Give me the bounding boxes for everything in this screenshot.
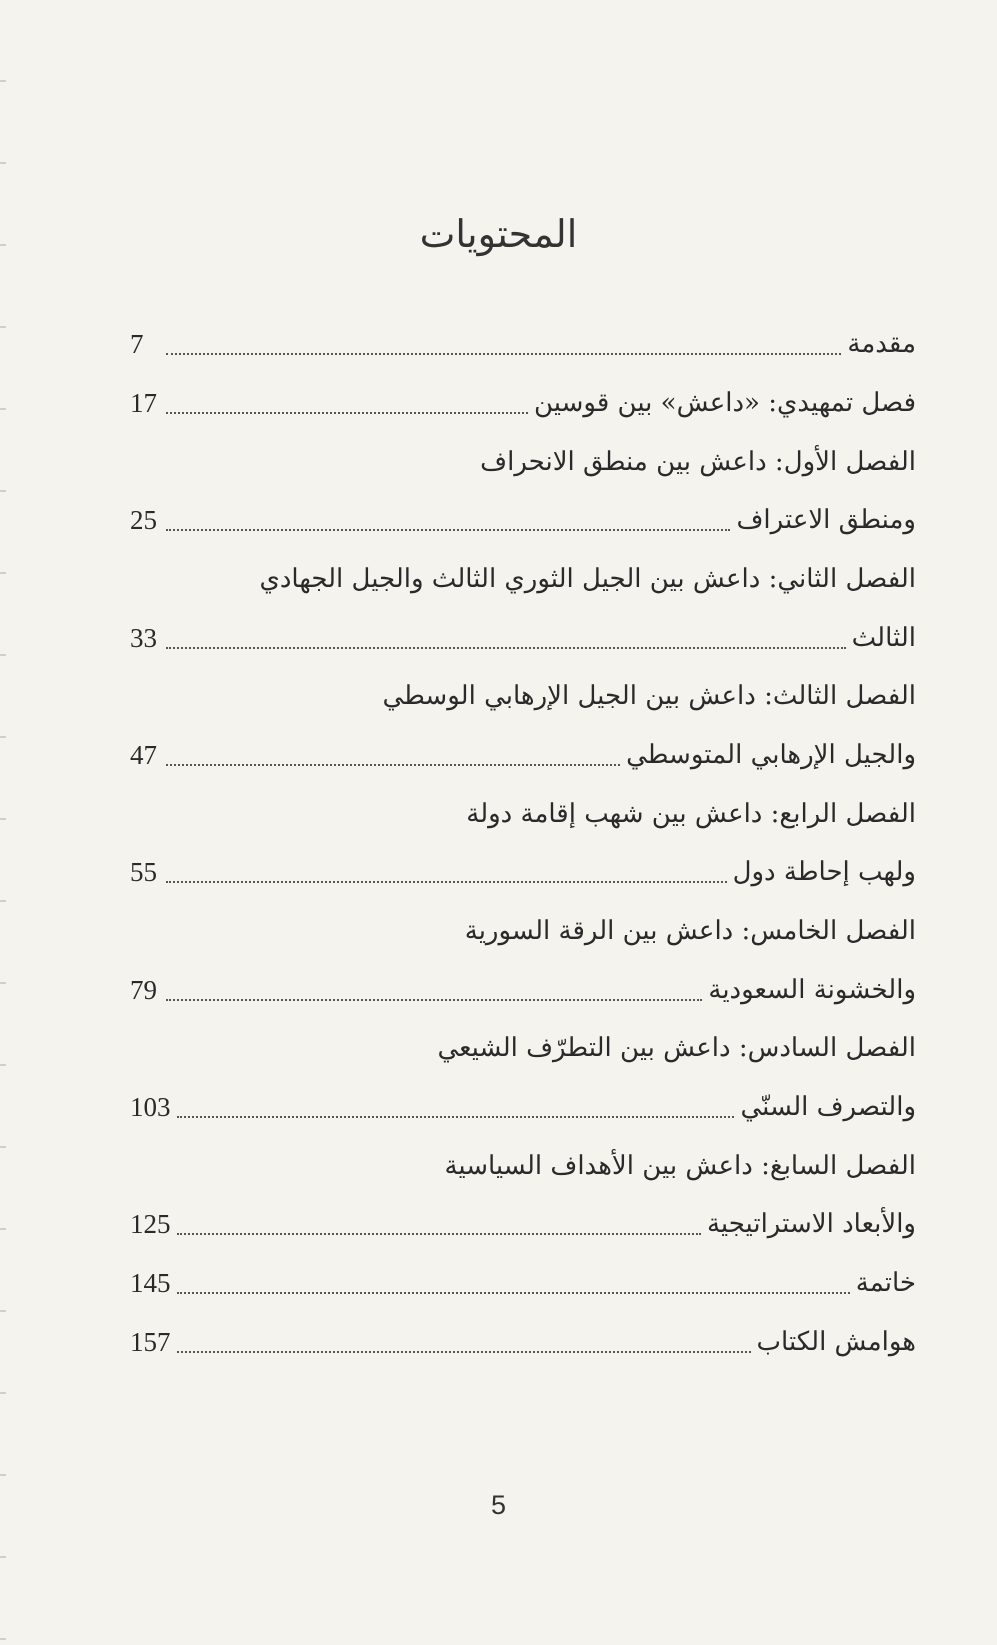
page-number: 5 [490,1490,507,1520]
toc-entry[interactable] [130,674,916,718]
dot-leader [166,647,846,649]
toc-entry-page: 103 [130,1092,171,1122]
toc-entry-title: الفصل الثالث: داعش بين الجيل الإرهابي الوسطي [382,681,916,711]
toc-entry[interactable] [130,381,916,425]
toc-entry-title: الفصل الخامس: داعش بين الرقة السورية [464,916,916,946]
toc-entry-title: مقدمة [847,329,916,359]
toc-entry-page: 7 [130,329,144,359]
dot-leader [177,1292,850,1294]
dot-leader [166,529,730,531]
toc-entry-page: 47 [130,740,157,770]
toc-entry[interactable] [130,733,916,777]
toc-entry-title: فصل تمهيدي: «داعش» بين قوسين [533,388,916,418]
toc-entry[interactable] [130,498,916,542]
toc-entry[interactable] [130,1026,916,1070]
dot-leader [177,1233,701,1235]
toc-entry-title: الفصل السابغ: داعش بين الأهداف السياسية [444,1151,916,1181]
toc-entry-title: والخشونة السعودية [708,975,916,1005]
dot-leader [166,764,620,766]
toc-entry[interactable] [130,850,916,894]
toc-entry-title: والأبعاد الاستراتيجية [706,1209,916,1239]
toc-entry-title: الفصل الثاني: داعش بين الجيل الثوري الثالث والجيل الجهادي [259,564,916,594]
toc-entry[interactable] [130,909,916,953]
toc-entry[interactable] [130,616,916,660]
toc-entry-title: الثالث [851,623,916,653]
toc-entry-title: والتصرف السنّي [740,1092,916,1122]
toc-entry[interactable] [130,440,916,484]
toc-entry[interactable] [130,322,916,366]
dot-leader [166,412,528,414]
toc-entry[interactable] [130,1202,916,1246]
toc-entry[interactable] [130,1261,916,1305]
dot-leader [166,881,727,883]
toc-entry-page: 55 [130,857,157,887]
dot-leader [177,1351,751,1353]
toc-entry-title: خاتمة [855,1268,916,1298]
toc-entry-page: 79 [130,975,157,1005]
toc-entry-page: 25 [130,505,157,535]
toc-entry-page: 125 [130,1209,171,1239]
toc-entry-page: 145 [130,1268,171,1298]
toc-entry-title: هوامش الكتاب [756,1327,916,1357]
page-title: المحتويات [419,212,578,256]
toc-entry-title: الفصل السادس: داعش بين التطرّف الشيعي [437,1033,916,1063]
dot-leader [166,353,841,355]
toc-entry-title: الفصل الأول: داعش بين منطق الانحراف [480,447,916,477]
toc-entry-title: والجيل الإرهابي المتوسطي [626,740,916,770]
dot-leader [177,1116,735,1118]
toc-entry[interactable] [130,1320,916,1364]
toc-entry-page: 157 [130,1327,171,1357]
toc-entry-title: ومنطق الاعتراف [736,505,916,535]
toc-entry[interactable] [130,557,916,601]
toc-entry[interactable] [130,1144,916,1188]
toc-entry-title: الفصل الرابع: داعش بين شهب إقامة دولة [466,799,916,829]
toc-entry[interactable] [130,792,916,836]
toc-entry[interactable] [130,968,916,1012]
toc-entry-title: ولهب إحاطة دول [732,857,916,887]
toc-entry[interactable] [130,1085,916,1129]
toc-entry-page: 33 [130,623,157,653]
dot-leader [166,999,702,1001]
toc-entry-page: 17 [130,388,157,418]
